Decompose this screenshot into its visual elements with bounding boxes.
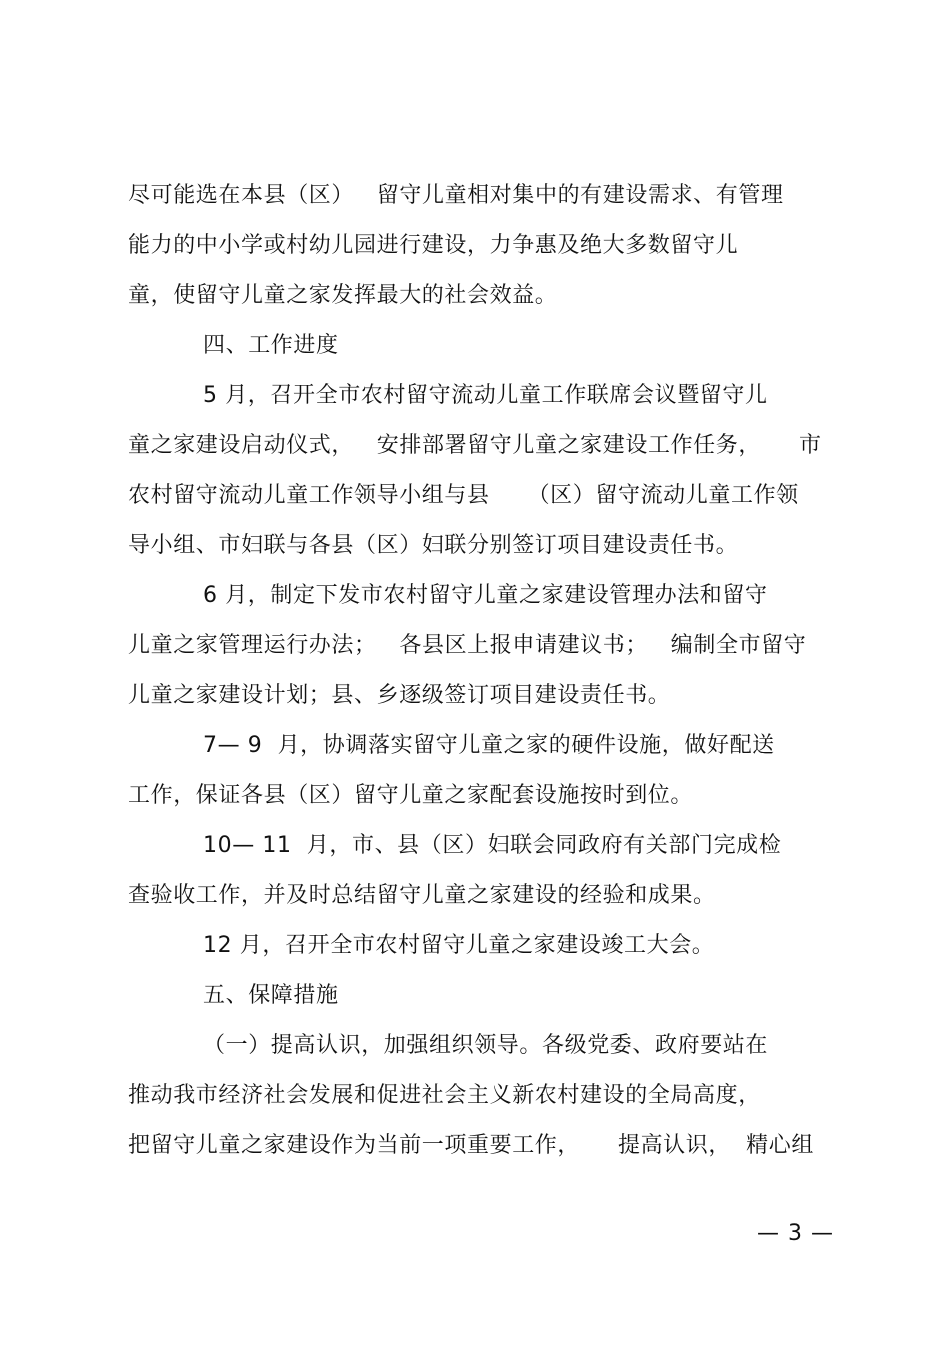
body-text-line: 7— 9 月，协调落实留守儿童之家的硬件设施，做好配送 [203, 733, 775, 758]
body-text-line: 5 月，召开全市农村留守流动儿童工作联席会议暨留守儿 [203, 383, 768, 408]
body-text-line: 推动我市经济社会发展和促进社会主义新农村建设的全局高度， [128, 1083, 761, 1108]
body-text-line: 6 月，制定下发市农村留守儿童之家建设管理办法和留守 [203, 583, 768, 608]
section-heading-work-progress: 四、工作进度 [203, 333, 339, 358]
body-text-line: 尽可能选在本县（区） 留守儿童相对集中的有建设需求、有管理 [128, 183, 784, 208]
section-heading-safeguards: 五、保障措施 [203, 983, 339, 1008]
body-text-line: 10— 11 月，市、县（区）妇联会同政府有关部门完成检 [203, 833, 782, 858]
body-text-line: 工作，保证各县（区）留守儿童之家配套设施按时到位。 [128, 783, 694, 808]
body-text-line: 农村留守流动儿童工作领导小组与县 （区）留守流动儿童工作领 [128, 483, 799, 508]
body-text-line: 童，使留守儿童之家发挥最大的社会效益。 [128, 283, 558, 308]
body-text-line: （一）提高认识，加强组织领导。各级党委、政府要站在 [203, 1033, 769, 1058]
body-text-line: 儿童之家建设计划；县、乡逐级签订项目建设责任书。 [128, 683, 671, 708]
body-text-line: 童之家建设启动仪式， 安排部署留守儿童之家建设工作任务， 市 [128, 433, 822, 458]
body-text-line: 能力的中小学或村幼儿园进行建设，力争惠及绝大多数留守儿 [128, 233, 739, 258]
body-text-line: 把留守儿童之家建设作为当前一项重要工作， 提高认识， 精心组 [128, 1133, 814, 1158]
body-text-line: 查验收工作，并及时总结留守儿童之家建设的经验和成果。 [128, 883, 716, 908]
body-text-line: 儿童之家管理运行办法； 各县区上报申请建议书； 编制全市留守 [128, 633, 807, 658]
page-number: — 3 — [757, 1221, 834, 1246]
body-text-line: 12 月，召开全市农村留守儿童之家建设竣工大会。 [203, 933, 715, 958]
body-text-line: 导小组、市妇联与各县（区）妇联分别签订项目建设责任书。 [128, 533, 739, 558]
